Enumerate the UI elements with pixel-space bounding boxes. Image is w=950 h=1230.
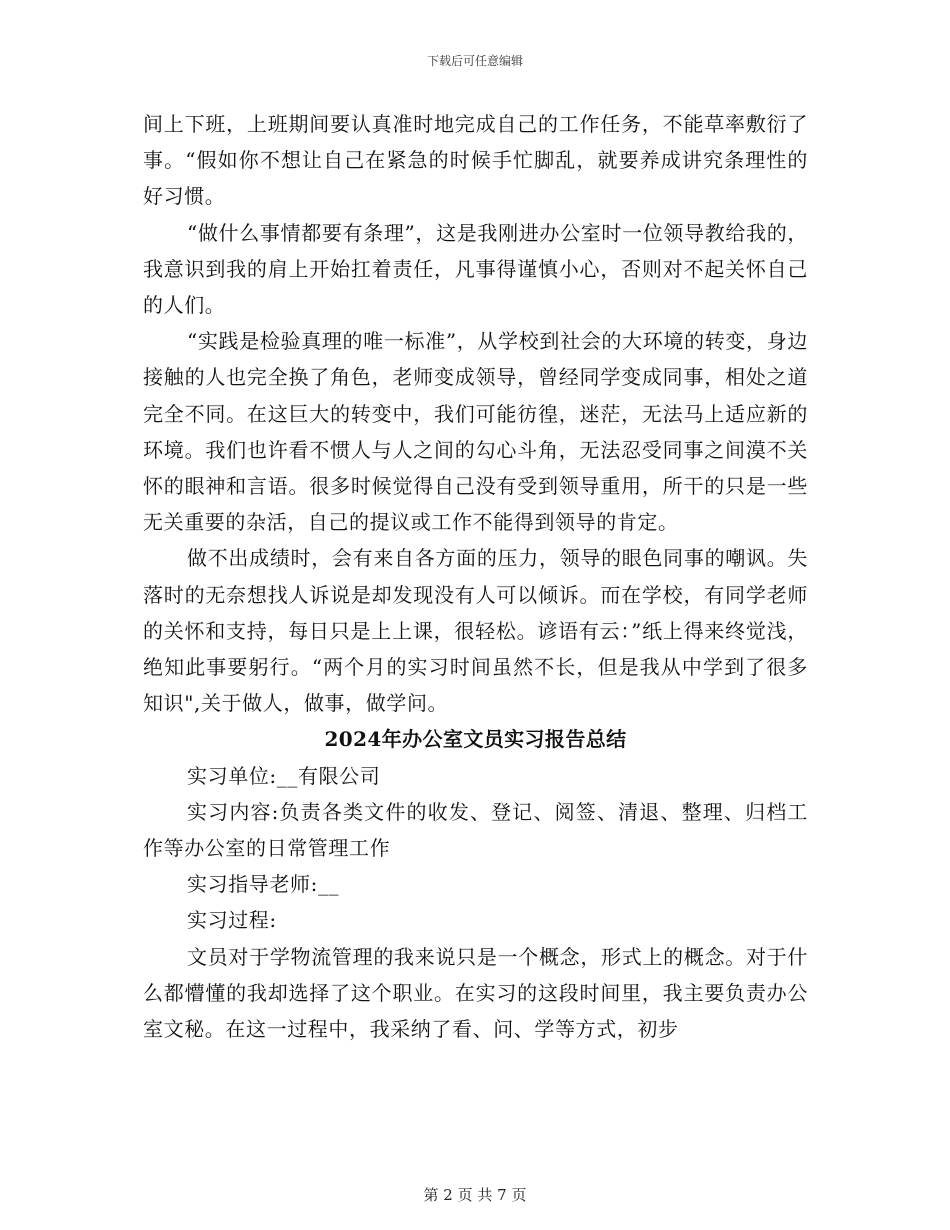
internship-content: 实习内容:负责各类文件的收发、登记、阅签、清退、整理、归档工作等办公室的日常管理工作 <box>143 799 808 861</box>
paragraph-2: “做什么事情都要有条理”，这是我刚进办公室时一位领导教给我的，我意识到我的肩上开始扛着责任，凡事得谨慎小心，否则对不起关怀自己的人们。 <box>143 220 808 318</box>
page-header: 下载后可任意编辑 <box>426 54 523 68</box>
paragraph-1: 间上下班，上班期间要认真准时地完成自己的工作任务，不能草率敷衍了事。“假如你不想让自己在紧急的时候手忙脚乱，就要养成讲究条理性的好习惯。 <box>143 112 808 209</box>
section-title: 2024年办公室文员实习报告总结 <box>324 727 627 752</box>
internship-unit: 实习单位:__有限公司 <box>187 763 381 788</box>
internship-supervisor: 实习指导老师:__ <box>187 872 340 897</box>
internship-process-label: 实习过程: <box>187 908 277 933</box>
document-body <box>143 106 808 1047</box>
internship-process-text: 文员对于学物流管理的我来说只是一个概念，形式上的概念。对于什么都懵懂的我却选择了这个职业。在实习的这段时间里，我主要负责办公室文秘。在这一过程中，我采纳了看、问、学等方式，初步 <box>143 944 808 1042</box>
page-footer: 第 2 页 共 7 页 <box>423 1186 527 1204</box>
paragraph-3: “实践是检验真理的唯一标准”，从学校到社会的大环境的转变，身边接触的人也完全换了角色，老师变成领导，曾经同学变成同事，相处之道完全不同。在这巨大的转变中，我们可能彷徨，迷茫，无法马上适应新的环境。我们也许看不惯人与人之间的勾心斗角，无法忍受同事之间漠不关怀的眼神和言语。很多时候觉得自己没有受到领导重用，所干的只是一些无关重要的杂活，自己的提议或工作不能得到领导的肯定。 <box>143 329 808 535</box>
paragraph-4: 做不出成绩时，会有来自各方面的压力，领导的眼色同事的嘲讽。失落时的无奈想找人诉说是却发现没有人可以倾诉。而在学校，有同学老师的关怀和支持，每日只是上上课，很轻松。谚语有云：”纸上得来终觉浅，绝知此事要躬行。“两个月的实习时间虽然不长，但是我从中学到了很多知识",关于做人，做事，做学问。 <box>143 546 808 716</box>
